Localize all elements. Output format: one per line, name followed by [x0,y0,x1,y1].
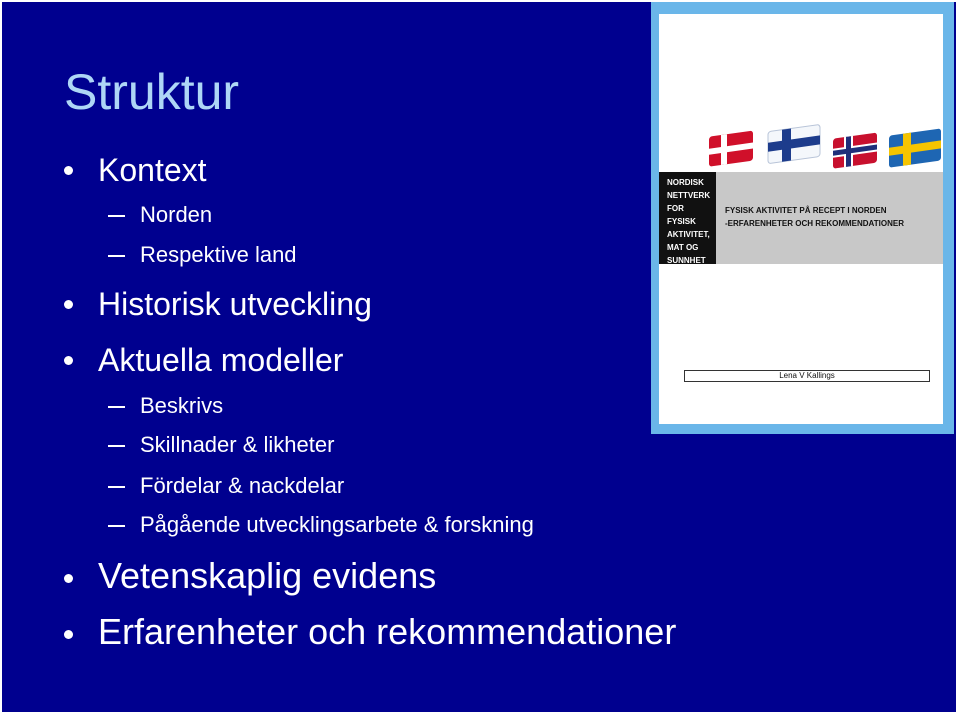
sub-dash [108,486,125,488]
sub-fordelar-nackdelar: Fördelar & nackdelar [140,473,345,498]
sub-beskrivs: Beskrivs [140,393,224,418]
bullet-aktuella-modeller: Aktuella modeller [98,342,344,378]
report-title: FYSISK AKTIVITET PÅ RECEPT I NORDEN -ERFARENHETER OCH REKOMMENDATIONER [725,206,904,228]
report-cover-page [659,14,943,424]
bullet-dot [64,356,73,365]
sweden-flag-icon [887,126,945,168]
slide-title: Struktur [64,64,240,120]
sub-pagaende-utvecklingsarbete: Pågående utvecklingsarbete & forskning [140,512,534,537]
sub-dash [108,406,125,408]
author-name: Lena V Kallings [779,371,835,380]
sub-dash [108,255,125,257]
bullet-dot [64,300,73,309]
denmark-flag-icon [707,129,757,167]
sub-norden: Norden [140,202,213,227]
report-title-band [659,172,943,264]
bullet-dot [64,630,73,639]
report-cover-image [651,2,954,434]
finland-flag-icon [766,122,824,164]
bullet-dot [64,166,73,175]
publisher-name: NORDISK NETTVERK FOR FYSISK AKTIVITET, MAT OG SUNNHET [667,178,711,265]
publisher-block [659,172,716,264]
sub-dash [108,445,125,447]
sub-dash [108,525,125,527]
author-box [684,370,930,382]
sub-skillnader-likheter: Skillnader & likheter [140,432,335,457]
bullet-historisk-utveckling: Historisk utveckling [98,286,372,322]
norway-flag-icon [831,131,881,169]
bullet-dot [64,574,73,583]
slide [2,2,956,712]
sub-respektive-land: Respektive land [140,242,297,267]
bullet-erfarenheter-rekommendationer: Erfarenheter och rekommendationer [98,611,677,652]
sub-dash [108,215,125,217]
bullet-kontext: Kontext [98,152,207,188]
bullet-vetenskaplig-evidens: Vetenskaplig evidens [98,555,437,596]
